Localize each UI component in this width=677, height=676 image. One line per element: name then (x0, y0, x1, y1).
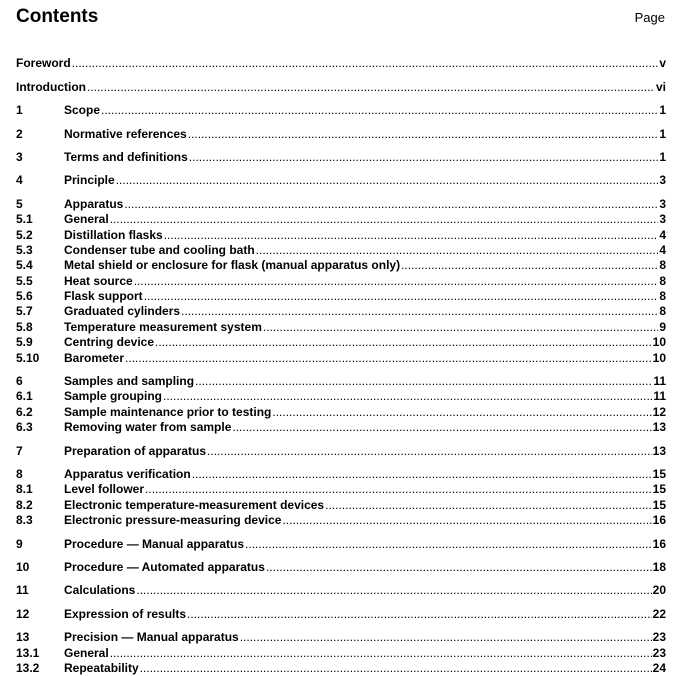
dot-leader (188, 127, 659, 142)
toc-entry-1[interactable] (16, 103, 666, 118)
toc-entry-6-2[interactable] (16, 404, 666, 419)
toc-entry-number: 3 (16, 149, 23, 164)
dot-leader (134, 274, 659, 289)
toc-entry-title: Apparatus verification (64, 466, 191, 481)
toc-entry-page: 20 (652, 583, 666, 598)
toc-entry-5-9[interactable] (16, 335, 666, 350)
toc-entry-number: 5.3 (16, 242, 33, 257)
toc-entry-10[interactable] (16, 560, 666, 575)
toc-entry-number: 9 (16, 536, 23, 551)
toc-entry-number: 12 (16, 606, 30, 621)
toc-entry-introduction[interactable] (16, 79, 666, 94)
toc-entry-page: 10 (652, 350, 666, 365)
toc-entry-number: 6.2 (16, 404, 33, 419)
toc-entry-page: 4 (659, 227, 666, 242)
toc-entry-number: 7 (16, 443, 23, 458)
toc-entry-number: 5.7 (16, 304, 33, 319)
dot-leader (110, 212, 659, 227)
dot-leader (144, 289, 659, 304)
toc-entry-title: Temperature measurement system (64, 319, 262, 334)
toc-entry-page: 3 (659, 196, 666, 211)
toc-entry-title: Precision — Manual apparatus (64, 630, 239, 645)
toc-entry-number: 11 (16, 583, 29, 598)
toc-entry-6-1[interactable] (16, 389, 666, 404)
toc-entry-foreword[interactable] (16, 56, 666, 71)
toc-entry-page: 22 (652, 606, 666, 621)
toc-entry-5-4[interactable] (16, 258, 666, 273)
toc-entry-7[interactable] (16, 443, 666, 458)
dot-leader (325, 498, 652, 513)
toc-entry-page: 3 (659, 173, 666, 188)
toc-entry-page: 15 (652, 482, 666, 497)
toc-entry-number: 13.2 (16, 660, 40, 675)
toc-entry-5-3[interactable] (16, 243, 666, 258)
toc-entry-title: Foreword (16, 56, 71, 71)
dot-leader (124, 197, 658, 212)
toc-entry-page: 8 (659, 273, 666, 288)
dot-leader (192, 467, 652, 482)
toc-entry-title: Removing water from sample (64, 420, 232, 435)
dot-leader (272, 405, 651, 420)
toc-entry-5-7[interactable] (16, 304, 666, 319)
toc-entry-3[interactable] (16, 150, 666, 165)
toc-entry-page: 16 (652, 513, 666, 528)
toc-entry-11[interactable] (16, 583, 666, 598)
toc-entry-title: Sample maintenance prior to testing (64, 404, 272, 419)
toc-entry-number: 1 (16, 103, 23, 118)
toc-entry-title: Principle (64, 173, 115, 188)
table-of-contents (16, 56, 666, 676)
toc-entry-number: 5.5 (16, 273, 33, 288)
toc-entry-title: Electronic temperature-measurement devices (64, 497, 325, 512)
dot-leader (245, 537, 652, 552)
dot-leader (282, 513, 651, 528)
dot-leader (87, 80, 655, 95)
dot-leader (240, 630, 652, 645)
dot-leader (155, 335, 652, 350)
toc-entry-5-10[interactable] (16, 350, 666, 365)
toc-entry-page: 8 (659, 289, 666, 304)
toc-entry-title: Metal shield or enclosure for flask (manual apparatus only) (64, 258, 401, 273)
dot-leader (181, 304, 658, 319)
toc-entry-title: Centring device (64, 335, 155, 350)
toc-entry-page: 1 (659, 149, 666, 164)
toc-entry-number: 13.1 (16, 645, 40, 660)
toc-entry-5[interactable] (16, 196, 666, 211)
toc-entry-number: 6.3 (16, 420, 33, 435)
toc-entry-title: Procedure — Automated apparatus (64, 559, 265, 574)
toc-entry-title: Terms and definitions (64, 149, 188, 164)
toc-entry-title: Graduated cylinders (64, 304, 181, 319)
toc-entry-page: 8 (659, 258, 666, 273)
dot-leader (140, 661, 652, 676)
toc-entry-5-8[interactable] (16, 319, 666, 334)
toc-entry-title: Repeatability (64, 660, 139, 675)
toc-entry-page: vi (655, 79, 666, 94)
toc-entry-page: 11 (653, 374, 666, 389)
dot-leader (263, 320, 658, 335)
toc-entry-4[interactable] (16, 173, 666, 188)
toc-entry-page: 10 (652, 335, 666, 350)
toc-entry-page: 3 (659, 212, 666, 227)
toc-entry-title: Introduction (16, 79, 86, 94)
toc-entry-title: Sample grouping (64, 389, 163, 404)
toc-entry-page: 4 (659, 242, 666, 257)
dot-leader (189, 150, 659, 165)
toc-entry-5-1[interactable] (16, 212, 666, 227)
toc-entry-number: 5.8 (16, 319, 33, 334)
dot-leader (101, 103, 658, 118)
toc-entry-13-2[interactable] (16, 661, 666, 676)
toc-entry-title: Level follower (64, 482, 145, 497)
toc-entry-title: Condenser tube and cooling bath (64, 242, 255, 257)
toc-entry-number: 8.2 (16, 497, 33, 512)
toc-entry-title: Scope (64, 103, 101, 118)
toc-entry-page: 23 (652, 630, 666, 645)
toc-entry-5-6[interactable] (16, 289, 666, 304)
toc-entry-number: 5.2 (16, 227, 33, 242)
toc-entry-page: 1 (659, 103, 666, 118)
toc-entry-title: Samples and sampling (64, 374, 195, 389)
toc-entry-13[interactable] (16, 630, 666, 645)
toc-entry-number: 8.3 (16, 513, 33, 528)
dot-leader (116, 173, 659, 188)
toc-entry-title: Heat source (64, 273, 133, 288)
toc-entry-2[interactable] (16, 126, 666, 141)
dot-leader (145, 482, 652, 497)
toc-entry-title: General (64, 645, 109, 660)
dot-leader (110, 646, 652, 661)
toc-entry-number: 2 (16, 126, 23, 141)
toc-entry-6[interactable] (16, 374, 666, 389)
toc-entry-8-2[interactable] (16, 497, 666, 512)
toc-entry-page: 1 (659, 126, 666, 141)
toc-entry-title: Procedure — Manual apparatus (64, 536, 245, 551)
toc-entry-number: 5.6 (16, 289, 33, 304)
toc-entry-6-3[interactable] (16, 420, 666, 435)
toc-entry-page: 24 (652, 660, 666, 675)
dot-leader (187, 607, 652, 622)
dot-leader (72, 56, 659, 71)
toc-entry-page: 18 (652, 559, 666, 574)
toc-entry-8-3[interactable] (16, 513, 666, 528)
toc-entry-page: 8 (659, 304, 666, 319)
toc-entry-page: v (659, 56, 666, 71)
toc-entry-number: 5 (16, 196, 23, 211)
page-column-label: Page (634, 10, 665, 25)
toc-entry-title: Flask support (64, 289, 143, 304)
toc-entry-title: Distillation flasks (64, 227, 163, 242)
toc-entry-title: Apparatus (64, 196, 124, 211)
dot-leader (136, 583, 651, 598)
toc-entry-number: 5.10 (16, 350, 40, 365)
toc-entry-number: 8.1 (16, 482, 33, 497)
toc-entry-title: General (64, 212, 109, 227)
toc-entry-number: 5.9 (16, 335, 33, 350)
dot-leader (125, 351, 652, 366)
dot-leader (164, 228, 659, 243)
toc-entry-page: 12 (652, 404, 666, 419)
dot-leader (195, 374, 652, 389)
toc-entry-number: 13 (16, 630, 30, 645)
toc-entry-title: Normative references (64, 126, 187, 141)
toc-entry-title: Preparation of apparatus (64, 443, 207, 458)
toc-entry-number: 6 (16, 374, 23, 389)
toc-entry-page: 11 (653, 389, 666, 404)
page-title: Contents (16, 6, 99, 27)
toc-entry-title: Barometer (64, 350, 125, 365)
dot-leader (256, 243, 659, 258)
dot-leader (266, 560, 652, 575)
toc-entry-9[interactable] (16, 536, 666, 551)
toc-entry-number: 6.1 (16, 389, 33, 404)
toc-entry-title: Electronic pressure-measuring device (64, 513, 282, 528)
dot-leader (401, 258, 658, 273)
toc-entry-number: 4 (16, 173, 23, 188)
toc-entry-5-2[interactable] (16, 227, 666, 242)
toc-entry-number: 10 (16, 559, 30, 574)
toc-entry-page: 16 (652, 536, 666, 551)
toc-entry-page: 23 (652, 645, 666, 660)
toc-entry-title: Calculations (64, 583, 136, 598)
toc-entry-page: 9 (659, 319, 666, 334)
toc-entry-page: 15 (652, 497, 666, 512)
toc-entry-number: 5.1 (16, 212, 33, 227)
toc-entry-page: 15 (652, 466, 666, 481)
toc-entry-page: 13 (652, 443, 666, 458)
toc-entry-page: 13 (652, 420, 666, 435)
toc-entry-13-1[interactable] (16, 645, 666, 660)
toc-entry-title: Expression of results (64, 606, 187, 621)
toc-entry-number: 8 (16, 466, 23, 481)
dot-leader (163, 389, 652, 404)
toc-entry-number: 5.4 (16, 258, 33, 273)
toc-entry-8-1[interactable] (16, 482, 666, 497)
toc-entry-5-5[interactable] (16, 273, 666, 288)
dot-leader (232, 420, 651, 435)
toc-entry-12[interactable] (16, 606, 666, 621)
toc-entry-8[interactable] (16, 467, 666, 482)
dot-leader (207, 444, 652, 459)
